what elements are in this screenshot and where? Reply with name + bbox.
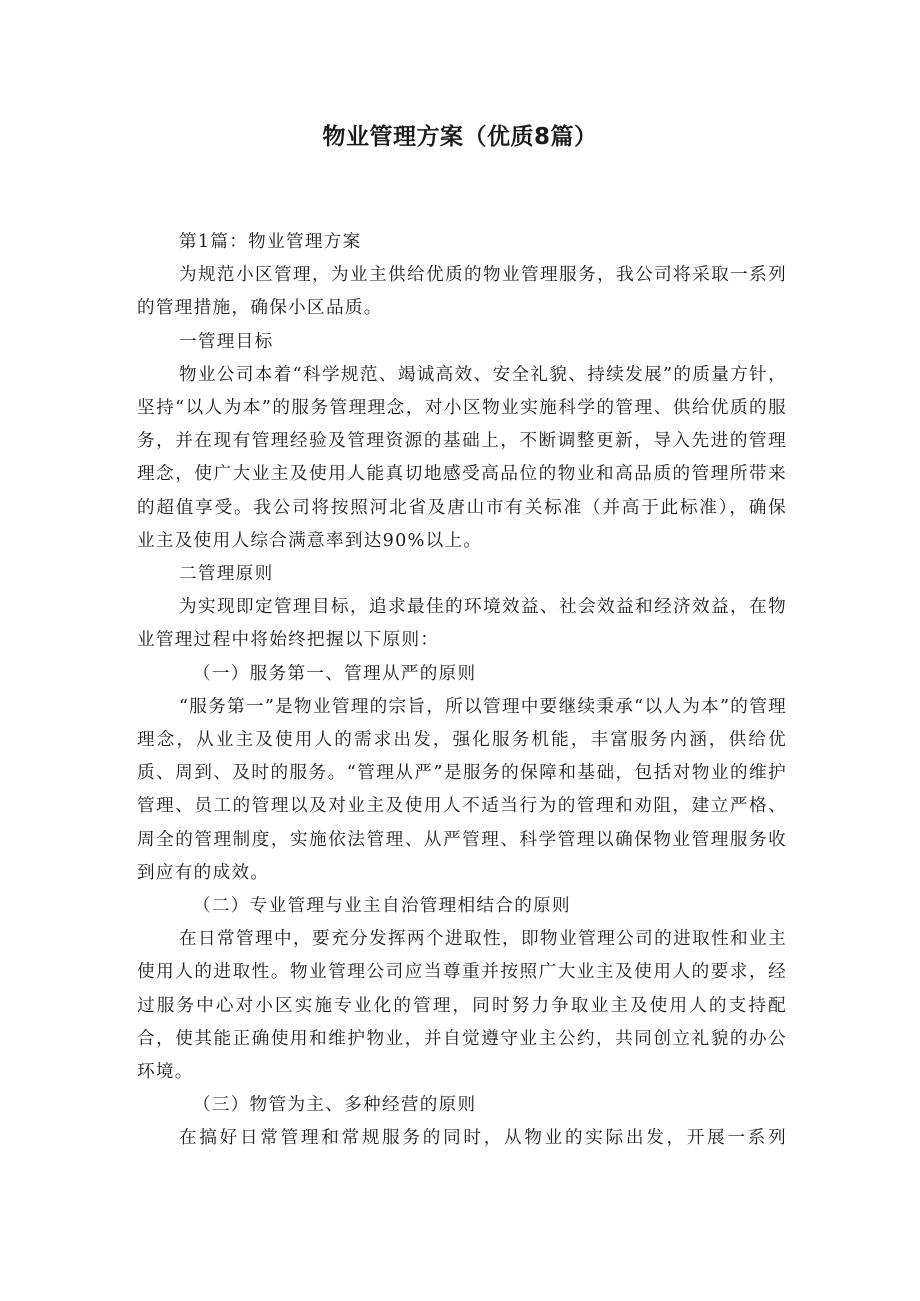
intro-paragraph: 为规范小区管理，为业主供给优质的物业管理服务，我公司将采取一系列的管理措施，确保小区品质。 [137,265,787,319]
goals-paragraph: 物业公司本着“科学规范、竭诚高效、安全礼貌、持续发展”的质量方针，坚持“以人为本”的服务管理理念，对小区物业实施科学的管理、供给优质的服务，并在现有管理经验及管理资源的基础上，不断调整更新，导入先进的管理理念，使广大业主及使用人能真切地感受高品位的物业和高品质的管理所带来的超值享受。我公司将按照河北省及唐山市有关标准（并高于此标准），确保业主及使用人综合满意率到达90%以上。 [137,364,787,551]
principle-1-paragraph: “服务第一”是物业管理的宗旨，所以管理中要继续秉承“以人为本”的管理理念，从业主及使用人的需求出发，强化服务机能，丰富服务内涵，供给优质、周到、及时的服务。“管理从严”是服务的保障和基础，包括对物业的维护管理、员工的管理以及对业主及使用人不适当行为的管理和劝阻，建立严格、周全的管理制度，实施依法管理、从严管理、科学管理以确保物业管理服务收到应有的成效。 [137,696,787,883]
principle-3-paragraph: 在搞好日常管理和常规服务的同时，从物业的实际出发，开展一系列 [179,1128,787,1149]
principle-1-heading: （一）服务第一、管理从严的原则 [193,663,477,684]
chapter-heading: 第1篇：物业管理方案 [179,232,362,252]
principle-3-heading: （三）物管为主、多种经营的原则 [193,1095,477,1116]
section-heading-goals: 一管理目标 [179,331,274,352]
principles-intro-paragraph: 为实现即定管理目标，追求最佳的环境效益、社会效益和经济效益，在物业管理过程中将始终把握以下原则： [137,597,787,651]
document-body [137,226,787,1156]
principle-2-heading: （二）专业管理与业主自治管理相结合的原则 [193,896,571,917]
principle-2-paragraph: 在日常管理中，要充分发挥两个进取性，即物业管理公司的进取性和业主使用人的进取性。物业管理公司应当尊重并按照广大业主及使用人的要求，经过服务中心对小区实施专业化的管理，同时努力争取业主及使用人的支持配合，使其能正确使用和维护物业，并自觉遵守业主公约，共同创立礼貌的办公环境。 [137,929,787,1083]
document-title: 物业管理方案（优质8篇） [322,124,598,150]
section-heading-principles: 二管理原则 [179,564,274,585]
